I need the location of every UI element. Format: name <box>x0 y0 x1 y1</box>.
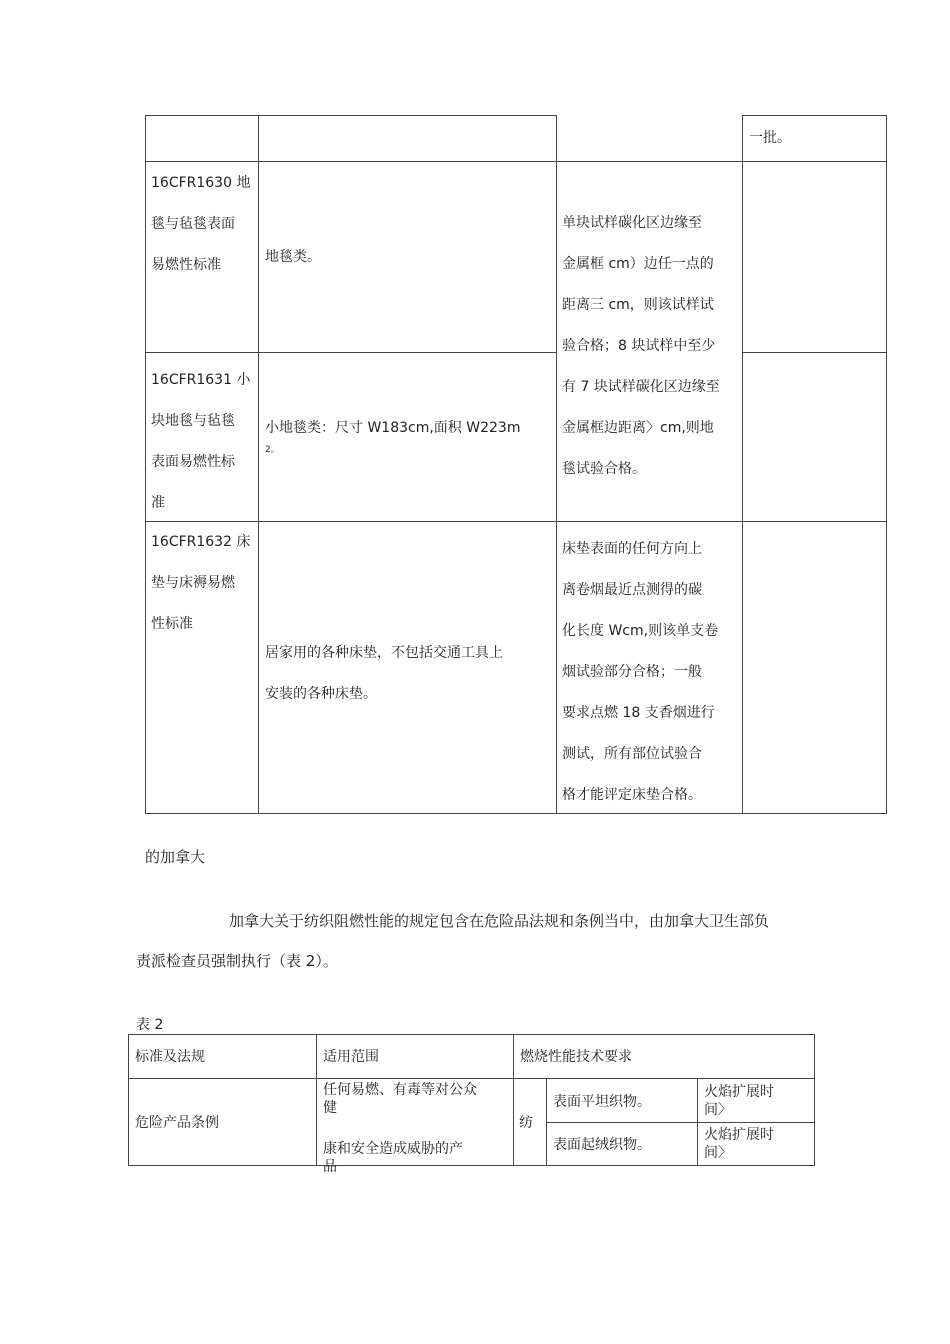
standard-name: 16CFR1631 小 块地毯与毡毯 表面易燃性标 准 <box>151 372 251 511</box>
table-cell-text: 一批。 <box>749 130 791 146</box>
category-text: 纺 <box>519 1115 533 1131</box>
table-cell <box>742 161 887 353</box>
fabric-type: 表面平坦织物。 <box>553 1094 651 1110</box>
scope-text: 地毯类。 <box>265 249 321 265</box>
regulation-name: 危险产品条例 <box>135 1115 219 1131</box>
table-cell <box>258 115 557 162</box>
table-cell <box>145 115 259 162</box>
paragraph-line: 加拿大关于纺织阻燃性能的规定包含在危险品法规和条例当中，由加拿大卫生部负 <box>229 912 770 930</box>
section-heading: 的加拿大 <box>145 848 206 866</box>
table-cell <box>742 521 887 814</box>
requirement-text: 单块试样碳化区边缘至 金属框 cm）边任一点的 距离三 cm，则该试样试 验合格；8 块试样中至少 有 7 块试样碳化区边缘至 金属框边距离〉cm,则地 毯试验合格。 <box>562 215 720 477</box>
header-requirements: 燃烧性能技术要求 <box>520 1049 632 1065</box>
table-cell <box>316 1078 514 1175</box>
flame-requirement: 火焰扩展时 间〉 <box>704 1084 774 1118</box>
scope-text: 康和安全造成威胁的产 品 <box>323 1141 463 1175</box>
scope-text: 居家用的各种床垫，不包括交通工具上 安装的各种床垫。 <box>265 645 503 702</box>
scope-text: 任何易燃、有毒等对公众 健 <box>323 1082 477 1116</box>
scope-text: 小地毯类：尺寸 W183cm,面积 W223m <box>265 420 521 436</box>
header-scope: 适用范围 <box>323 1049 379 1065</box>
flame-requirement: 火焰扩展时 间〉 <box>704 1127 774 1161</box>
table-caption: 表 2 <box>136 1017 164 1033</box>
header-standard: 标准及法规 <box>135 1049 205 1065</box>
requirement-text: 床垫表面的任何方向上 离卷烟最近点测得的碳 化长度 Wcm,则该单支卷 烟试验部分合格；一般 要求点燃 18 支香烟进行 测试，所有部位试验合 格才能评定床垫合格。 <box>562 541 719 803</box>
fabric-type: 表面起绒织物。 <box>553 1137 651 1153</box>
paragraph-line: 责派检查员强制执行（表 2）。 <box>136 952 338 970</box>
scope-superscript: 2。 <box>265 445 280 455</box>
standard-name: 16CFR1630 地 毯与毡毯表面 易燃性标准 <box>151 175 251 273</box>
standard-name: 16CFR1632 床 垫与床褥易燃 性标准 <box>151 534 251 632</box>
table-cell <box>742 352 887 522</box>
